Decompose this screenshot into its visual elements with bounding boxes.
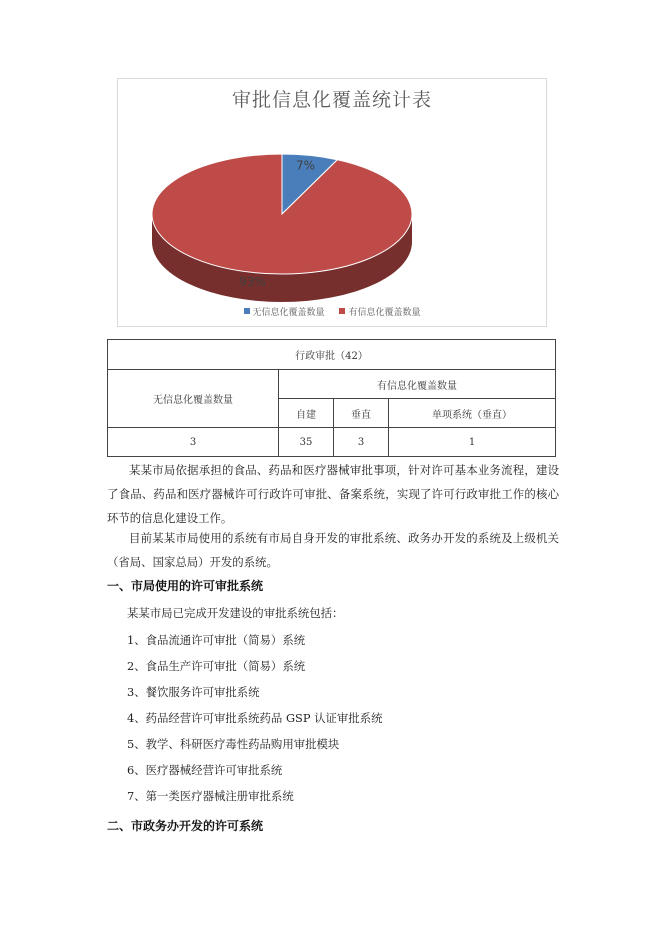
paragraph-2: 目前某某市局使用的系统有市局自身开发的审批系统、政务办开发的系统及上级机关（省局、国家总局）开发的系统。	[107, 531, 559, 569]
legend-label-has-cover: 有信息化覆盖数量	[348, 308, 421, 318]
list-item: 3、餐饮服务许可审批系统	[127, 685, 260, 699]
legend-item-has-cover	[339, 305, 420, 318]
section-1-heading: 一、市局使用的许可审批系统	[107, 579, 264, 593]
chart-legend	[118, 305, 546, 318]
pie-slice-label-1: 93%	[239, 275, 266, 290]
list-item: 1、食品流通许可审批（简易）系统	[127, 633, 306, 647]
legend-item-no-cover	[244, 305, 325, 318]
header-single-system: 单项系统（垂直）	[389, 399, 556, 428]
header-self-built: 自建	[279, 399, 334, 428]
list-item: 4、药品经营许可审批系统药品 GSP 认证审批系统	[127, 711, 383, 725]
list-item: 7、第一类医疗器械注册审批系统	[127, 789, 294, 803]
header-vertical: 垂直	[334, 399, 389, 428]
legend-swatch-red	[339, 308, 345, 314]
pie-slice-label-0: 7%	[296, 158, 316, 173]
chart-title: 审批信息化覆盖统计表	[231, 89, 432, 111]
section-1-intro: 某某市局已完成开发建设的审批系统包括：	[127, 606, 344, 620]
cell-single-system: 1	[389, 428, 556, 457]
cell-vertical: 3	[334, 428, 389, 457]
legend-label-no-cover: 无信息化覆盖数量	[252, 308, 325, 318]
list-item: 6、医疗器械经营许可审批系统	[127, 763, 283, 777]
list-item: 2、食品生产许可审批（简易）系统	[127, 659, 306, 673]
cell-self-built: 35	[279, 428, 334, 457]
pie-slice-1	[152, 154, 412, 274]
list-item: 5、教学、科研医疗毒性药品购用审批模块	[127, 737, 340, 751]
section-2-heading: 二、市政务办开发的许可系统	[107, 819, 264, 833]
header-has-cover: 有信息化覆盖数量	[279, 370, 556, 399]
approval-stats-table	[107, 339, 556, 457]
table-title: 行政审批（42）	[108, 340, 556, 370]
legend-swatch-blue	[244, 308, 250, 314]
pie-chart-svg	[118, 79, 546, 326]
pie-chart	[117, 78, 547, 327]
cell-no-cover: 3	[108, 428, 279, 457]
header-no-cover: 无信息化覆盖数量	[108, 370, 279, 428]
paragraph-1: 某某市局依据承担的食品、药品和医疗器械审批事项，针对许可基本业务流程，建设了食品、药品和医疗器械许可行政许可审批、备案系统，实现了许可行政审批工作的核心环节的信息化建设工作。	[107, 463, 559, 525]
